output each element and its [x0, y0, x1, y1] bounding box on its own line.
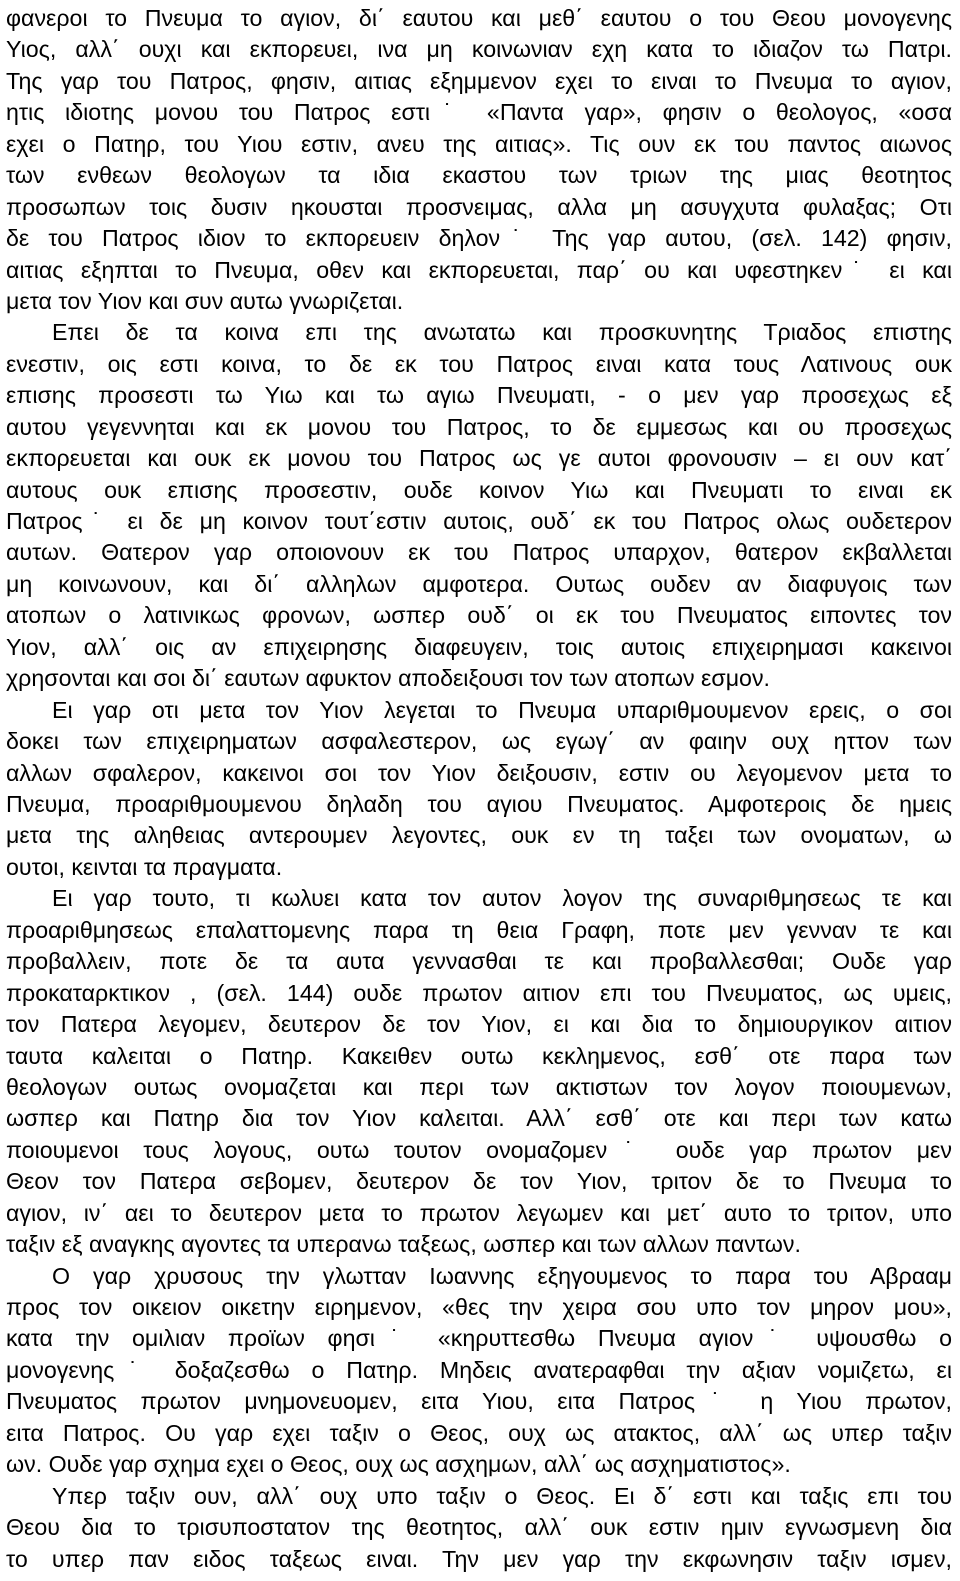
text-line: ενεστιν, οις εστι κοινα, το δε εκ του Πατρος ειναι κατα τους Λατινους ουκ: [6, 350, 952, 377]
text-line: αυτους ουκ επισης προσεστιν, ουδε κοινον Υιω και Πνευματι το ειναι εκ: [6, 476, 952, 503]
text-line: αυτου γεγεννηται και εκ μονου του Πατρος, το δε εμμεσως και ου προσεχως: [6, 413, 952, 440]
text-line: Υιον, αλλ΄ οις αν επιχειρησης διαφευγειν, τοις αυτοις επιχειρημασι κακεινοι: [6, 633, 952, 660]
text-line: χρησονται και σοι δι΄ εαυτων αφυκτον αποδειξουσι τον των ατοπων εσμον.: [6, 665, 770, 692]
text-line: προβαλλειν, ποτε δε τα αυτα γεννασθαι τε και προβαλλεσθαι; Ουδε γαρ: [6, 948, 952, 975]
text-line: των ενθεων θεολογων τα ιδια εκαστου των τριων της μιας θεοτητος: [6, 162, 952, 189]
text-line: Της γαρ του Πατρος, φησιν, αιτιας εξημμενον εχει το ειναι το Πνευμα το αγιον,: [6, 67, 952, 94]
text-line: επισης προσεστι τω Υιω και τω αγιω Πνευματι, - ο μεν γαρ προσεχως εξ: [6, 382, 952, 409]
text-line: μετα τον Υιον και συν αυτω γνωριζεται.: [6, 287, 404, 314]
text-line: το υπερ παν ειδος ταξεως ειναι. Την μεν γαρ την εκφωνησιν ταξιν ισμεν,: [6, 1545, 952, 1572]
text-line: προσωπων τοις δυσιν ηκουσται προσνειμας, αλλα μη ασυγχυτα φυλαξας; Οτι: [6, 193, 952, 220]
text-line: εχει ο Πατηρ, του Υιου εστιν, ανευ της αιτιας». Τις ουν εκ του παντος αιωνος: [6, 130, 952, 157]
text-line: κατα την ομιλιαν προϊων φησι˙ «κηρυττεσθω Πνευμα αγιον˙ υψουσθω ο: [6, 1325, 952, 1352]
paragraph-first-line: Ο γαρ χρυσους την γλωτταν Ιωαννης εξηγουμενος το παρα του Αβρααμ: [52, 1262, 952, 1289]
text-line: Υιος, αλλ΄ ουχι και εκπορευει, ινα μη κοινωνιαν εχη κατα το ιδιαζον τω Πατρι.: [6, 36, 952, 63]
paragraph-first-line: Υπερ ταξιν ουν, αλλ΄ ουχ υπο ταξιν ο Θεος. Ει δ΄ εστι και ταξις επι του: [52, 1482, 952, 1509]
text-line: ποιουμενοι τους λογους, ουτω τουτον ονομαζομεν˙ ουδε γαρ πρωτον μεν: [6, 1136, 952, 1163]
text-line: ειτα Πατρος. Ου γαρ εχει ταξιν ο Θεος, ουχ ως ατακτος, αλλ΄ ως υπερ ταξιν: [6, 1419, 952, 1446]
text-line: τον Πατερα λεγομεν, δευτερον δε τον Υιον, ει και δια το δημιουργικον αιτιον: [6, 1011, 952, 1038]
text-line: προς τον οικειον οικετην ειρημενον, «θες την χειρα σου υπο τον μηρον μου»,: [6, 1294, 952, 1321]
text-line: ητις ιδιοτης μονου του Πατρος εστι˙ «Παντα γαρ», φησιν ο θεολογος, «οσα: [6, 99, 952, 126]
text-line: ταξιν εξ αναγκης αγοντες τα υπερανω ταξεως, ωσπερ και των αλλων παντων.: [6, 1231, 801, 1258]
paragraph-first-line: Επει δε τα κοινα επι της ανωτατω και προσκυνητης Τριαδος επιστης: [52, 319, 952, 346]
text-line: μη κοινωνουν, και δι΄ αλληλων αμφοτερα. Ουτως ουδεν αν διαφυγοις των: [6, 570, 952, 597]
text-line: προκαταρκτικον , (σελ. 144) ουδε πρωτον αιτιον επι του Πνευματος, ως υμεις,: [6, 979, 952, 1006]
text-line: Πατρος˙ ει δε μη κοινον τουτ΄εστιν αυτοις, ουδ΄ εκ του Πατρος ολως ουδετερον: [6, 508, 952, 535]
paragraph-first-line: Ει γαρ τουτο, τι κωλυει κατα τον αυτον λογον της συναριθμησεως τε και: [52, 885, 952, 912]
text-line: αυτων. Θατερον γαρ οποιονουν εκ του Πατρος υπαρχον, θατερον εκβαλλεται: [6, 539, 952, 566]
text-line: Θεον τον Πατερα σεβομεν, δευτερον δε τον Υιον, τριτον δε το Πνευμα το: [6, 1168, 952, 1195]
text-line: δοκει των επιχειρηματων ασφαλεστερον, ως εγωγ΄ αν φαιην ουχ ηττον των: [6, 728, 952, 755]
text-line: Πνευματος πρωτον μνημονευομεν, ειτα Υιου, ειτα Πατρος˙ η Υιου πρωτον,: [6, 1388, 952, 1415]
text-line: αιτιας εξηπται το Πνευμα, οθεν και εκπορευεται, παρ΄ ου και υφεστηκεν˙ ει και: [6, 256, 952, 283]
text-line: μετα της αληθειας αντερουμεν λεγοντες, ουκ εν τη ταξει των ονοματων, ω: [6, 822, 952, 849]
text-line: ουτοι, κεινται τα πραγματα.: [6, 853, 283, 880]
text-line: Πνευμα, προαριθμουμενου δηλαδη του αγιου Πνευματος. Αμφοτεροις δε ημεις: [6, 791, 952, 817]
text-line: προαριθμησεως επαλαττομενης παρα τη θεια Γραφη, ποτε μεν γενναν τε και: [6, 916, 952, 943]
text-line: φανεροι το Πνευμα το αγιον, δι΄ εαυτου και μεθ΄ εαυτου ο του Θεου μονογενης: [6, 5, 952, 31]
text-line: ατοπων ο λατινικως φρονων, ωσπερ ουδ΄ οι εκ του Πνευματος ειποντες τον: [6, 602, 952, 629]
text-line: ωσπερ και Πατηρ δια τον Υιον καλειται. Αλλ΄ εσθ΄ οτε και περι των κατω: [6, 1105, 952, 1132]
text-line: εκπορευεται και ουκ εκ μονου του Πατρος ως γε αυτοι φρονουσιν – ει ουν κατ΄: [6, 445, 952, 472]
text-line: δε του Πατρος ιδιον το εκπορευειν δηλον˙ Της γαρ αυτου, (σελ. 142) φησιν,: [6, 225, 952, 252]
paragraph-first-line: Ει γαρ οτι μετα τον Υιον λεγεται το Πνευμα υπαριθμουμενον ερεις, ο σοι: [52, 696, 952, 723]
text-line: ταυτα καλειται ο Πατηρ. Κακειθεν ουτω κεκλημενος, εσθ΄ οτε παρα των: [6, 1042, 952, 1069]
text-line: μονογενης˙ δοξαζεσθω ο Πατηρ. Μηδεις ανατεραφθαι την αξιαν νομιζετω, ει: [6, 1356, 952, 1383]
text-line: θεολογων ουτως ονομαζεται και περι των ακτιστων τον λογον ποιουμενων,: [6, 1073, 952, 1100]
text-line: αγιον, ιν΄ αει το δευτερον μετα το πρωτον λεγωμεν και μετ΄ αυτο το τριτον, υπο: [6, 1199, 952, 1226]
text-line: Θεου δια το τρισυποστατον της θεοτητος, αλλ΄ ουκ εστιν ημιν εγνωσμενη δια: [6, 1514, 952, 1541]
text-line: αλλων σφαλερον, κακεινοι σοι τον Υιον δειξουσιν, εστιν ου λεγομενον μετα το: [6, 759, 952, 786]
text-line: ων. Ουδε γαρ σχημα εχει ο Θεος, ουχ ως ασχημων, αλλ΄ ως ασχηματιστος».: [6, 1451, 791, 1478]
